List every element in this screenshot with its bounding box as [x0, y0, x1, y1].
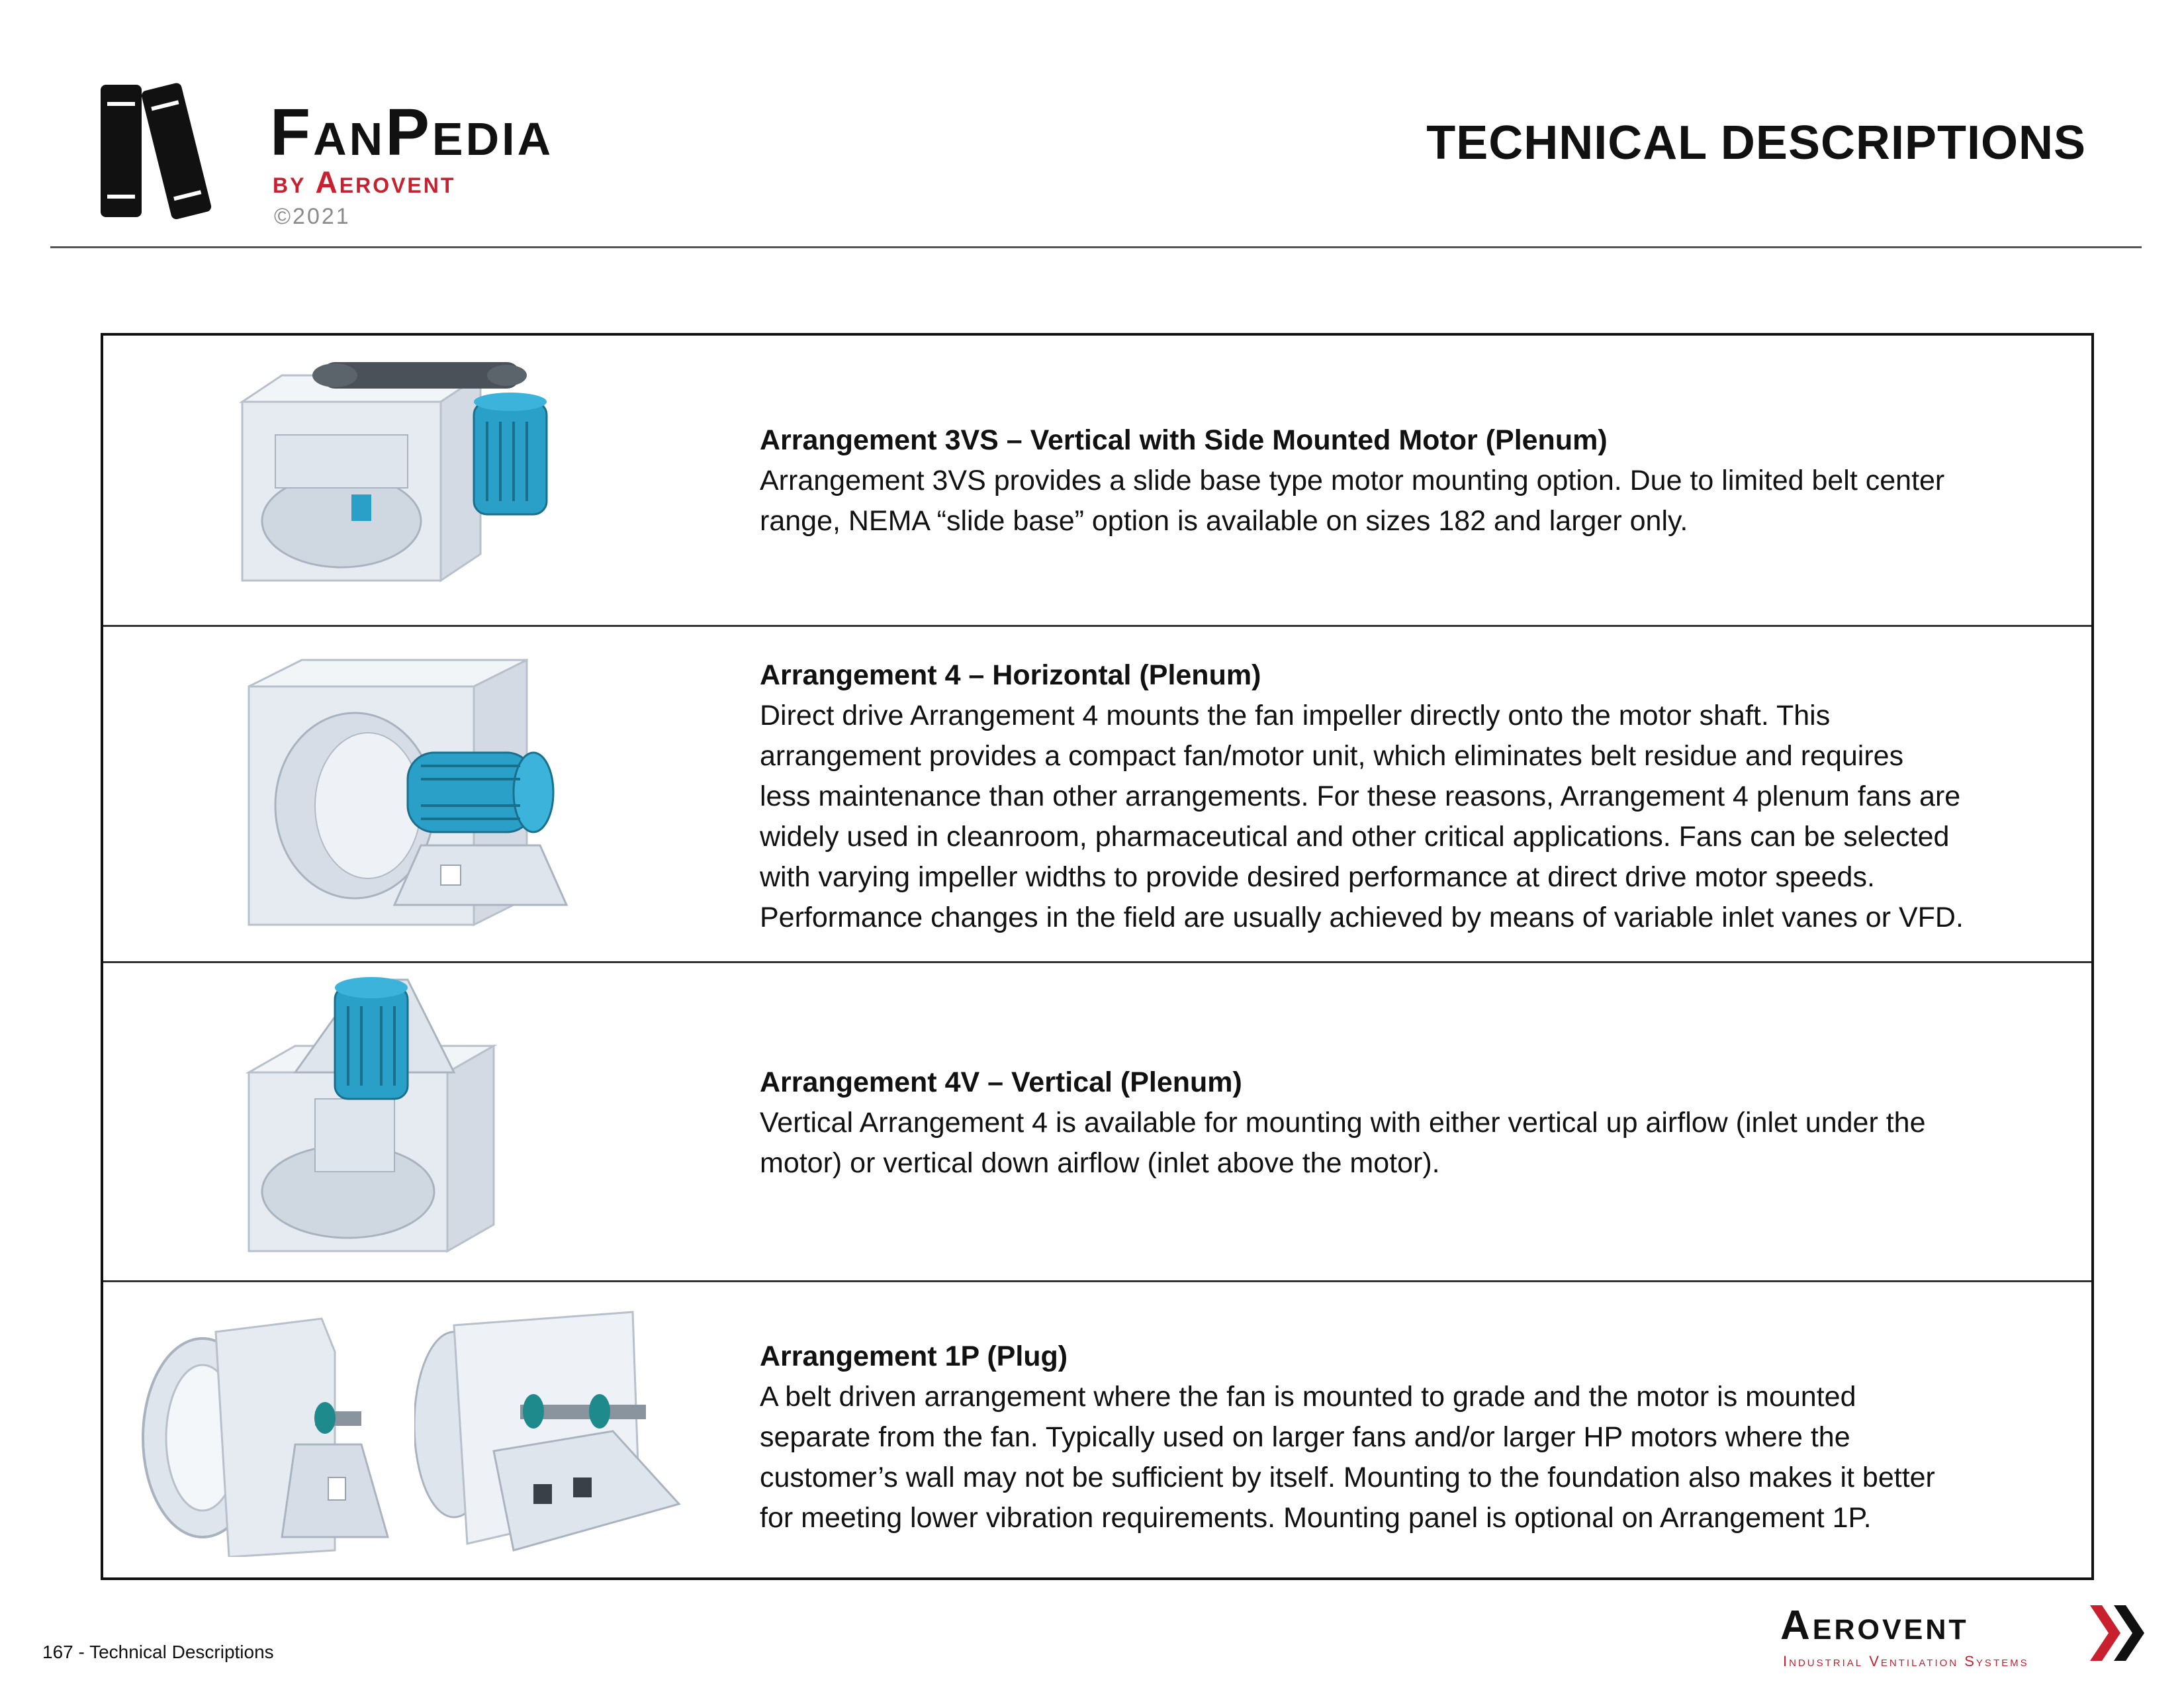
- arrangement-4-line-6: Performance changes in the field are usually achieved by means of variable inlet vanes or VFD.: [760, 902, 1964, 933]
- arrangement-4-line-5: with varying impeller widths to provide desired performance at direct drive motor speeds.: [760, 861, 1875, 893]
- arrangement-3vs-line-1: Arrangement 3VS provides a slide base type motor mounting option. Due to limited belt center: [760, 465, 1945, 496]
- page-number-label: 167 - Technical Descriptions: [42, 1642, 274, 1662]
- chevron-right-icon: [2090, 1605, 2150, 1661]
- arrangements-table: [101, 333, 2094, 1580]
- page-title: TECHNICAL DESCRIPTIONS: [1426, 117, 2086, 169]
- arrangement-4v-heading: Arrangement 4V – Vertical (Plenum): [760, 1066, 1242, 1098]
- arrangement-3vs-line-2: range, NEMA “slide base” option is available on sizes 182 and larger only.: [760, 505, 1688, 537]
- fan-1p-right-icon: [414, 1305, 692, 1564]
- footer-tagline: Industrial Ventilation Systems: [1783, 1653, 2029, 1669]
- arrangement-4v-line-1: Vertical Arrangement 4 is available for mounting with either vertical up airflow (inlet under the: [760, 1107, 1926, 1139]
- header-divider: [50, 246, 2142, 248]
- table-row: [103, 1280, 2091, 1577]
- arrangement-3vs-heading: Arrangement 3VS – Vertical with Side Mounted Motor (Plenum): [760, 424, 1608, 456]
- arrangement-4-heading: Arrangement 4 – Horizontal (Plenum): [760, 659, 1261, 691]
- brand-copyright: ©2021: [274, 204, 351, 229]
- arrangement-1p-line-2: separate from the fan. Typically used on larger fans and/or larger HP motors where the: [760, 1421, 1850, 1453]
- books-icon: [98, 79, 237, 225]
- fan-4-icon: [236, 647, 606, 945]
- arrangement-4-line-2: arrangement provides a compact fan/motor unit, which eliminates belt residue and requires: [760, 740, 1904, 772]
- arrangement-1p-line-1: A belt driven arrangement where the fan is mounted to grade and the motor is mounted: [760, 1381, 1856, 1413]
- fan-1p-left-icon: [136, 1312, 401, 1557]
- fanpedia-logo: [98, 79, 680, 232]
- table-row: [103, 336, 2091, 625]
- arrangement-4v-line-2: motor) or vertical down airflow (inlet above the motor).: [760, 1147, 1440, 1179]
- arrangement-1p-line-3: customer’s wall may not be sufficient by itself. Mounting to the foundation also makes it better: [760, 1462, 1935, 1493]
- arrangement-1p-heading: Arrangement 1P (Plug): [760, 1340, 1068, 1372]
- table-row: [103, 961, 2091, 1280]
- footer-brand: Aerovent: [1780, 1603, 1969, 1648]
- brand-subtitle: by Aerovent: [273, 165, 456, 199]
- fan-illustration-1p: [103, 1282, 739, 1577]
- arrangement-4-line-4: widely used in cleanroom, pharmaceutical and other critical applications. Fans can be selected: [760, 821, 1950, 853]
- arrangement-4-line-3: less maintenance than other arrangements. For these reasons, Arrangement 4 plenum fans are: [760, 780, 1961, 812]
- brand-title: FanPedia: [270, 95, 554, 169]
- aerovent-logo: [1780, 1605, 2151, 1671]
- arrangement-4-line-1: Direct drive Arrangement 4 mounts the fan impeller directly onto the motor shaft. This: [760, 700, 1831, 731]
- fan-illustration-4v: [103, 963, 739, 1280]
- fan-4v-icon: [236, 973, 580, 1271]
- fan-3vs-icon: [222, 355, 659, 607]
- fan-illustration-4: [103, 627, 739, 961]
- table-row: [103, 625, 2091, 961]
- arrangement-1p-line-4: for meeting lower vibration requirements. Mounting panel is optional on Arrangement 1P.: [760, 1502, 1872, 1534]
- fan-illustration-3vs: [103, 336, 739, 625]
